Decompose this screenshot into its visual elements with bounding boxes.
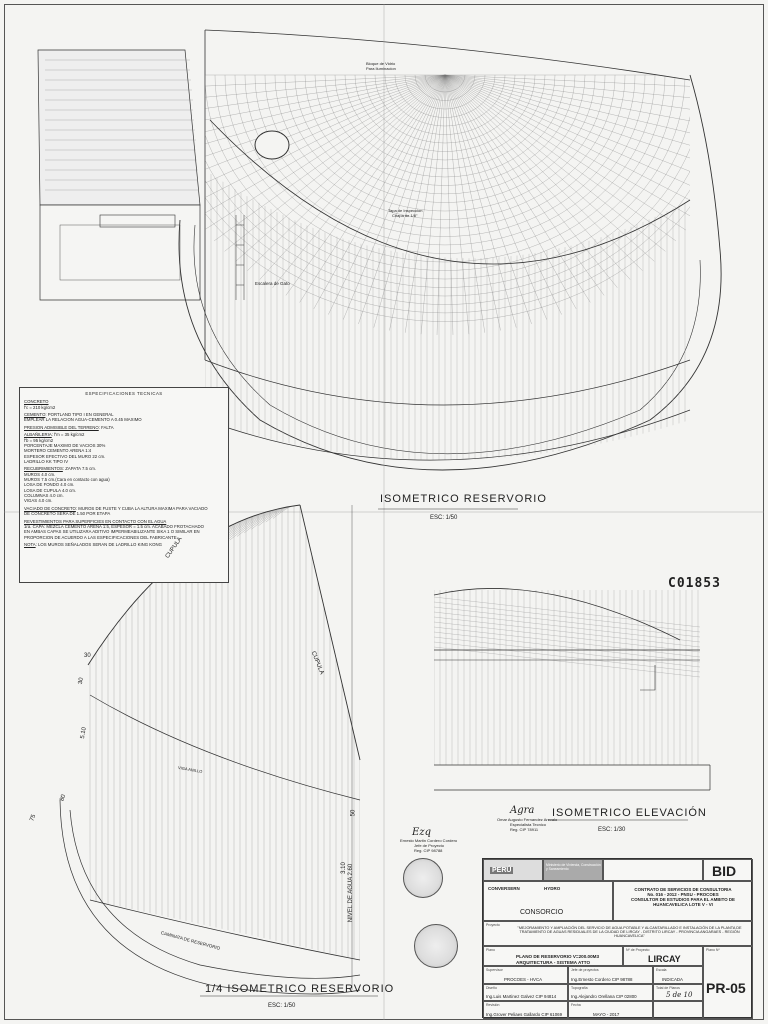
spec-value: VIGAS 4.0 cm.	[24, 498, 53, 504]
seal-stamp-2	[414, 924, 458, 968]
logo-partners	[603, 859, 703, 881]
scale-quarter-reservoir: ESC: 1/50	[268, 1003, 296, 1009]
label-inspection-lid-2: Chapa de 1/8"	[392, 213, 418, 218]
scale-elevation: ESC: 1/30	[598, 827, 626, 833]
supervisor-box: Supervisor PROCOES - HVCA	[483, 966, 568, 984]
revision-box: Revisión Ing.Grover Peliaes Gallardo CIP 61069	[483, 1001, 568, 1019]
plan-box: Plano PLANO DE RESERVORIO V=200.00M3 ARQUITECTURA - SISTEMA ATTO	[483, 946, 623, 966]
logo-bid: BID	[703, 859, 753, 881]
spec-value: 1ra. CAPA: MEZCLA CEMENTO ARENA 1:5, ESPESOR = 1.5 cm. ACABADO FROTACHADO	[24, 523, 204, 529]
dim-30: 30	[84, 653, 91, 659]
signature-1-reg: Reg. CIP 98788	[414, 848, 443, 853]
signature-2-name: Omar Augusto Fernandez Arevalo	[497, 817, 558, 822]
scale-isometric-reservoir: ESC: 1/50	[430, 515, 458, 521]
spec-value: ESPESOR EFECTIVO DEL MURO 22 cm.	[24, 453, 106, 459]
label-ladder: Escalera de Gato	[255, 281, 290, 286]
spec-line	[24, 511, 224, 516]
signature-1-role: Jefe de Proyecto	[414, 843, 445, 848]
dim-310: 3.10	[340, 862, 347, 874]
topography-box: Topografía Ing.Alejandro Orellana CIP 02800	[568, 984, 653, 1001]
spec-line	[24, 417, 224, 422]
location-box: Nº de Proyecto LIRCAY	[623, 946, 703, 966]
spec-line	[24, 459, 224, 464]
signature-2-reg: Reg. CIP 78911	[510, 827, 539, 832]
caption-quarter-reservoir: 1/4 ISOMETRICO RESERVORIO	[205, 983, 395, 995]
spec-value: : f'm = 35 kg/cm2	[51, 432, 85, 438]
title-block	[482, 858, 752, 1018]
signature-2: Agra	[510, 805, 535, 816]
elevation-drawing	[434, 585, 710, 790]
date-box: Fecha MAYO - 2017	[568, 1001, 653, 1019]
dim-80: 80	[59, 793, 68, 803]
project-head-box: Jefe de proyectos Ing.Ernesto Cordero CIP 98788	[568, 966, 653, 984]
isometric-reservoir-drawing	[145, 30, 745, 500]
spec-value: MUROS 4.0 cm.	[24, 471, 56, 477]
label-ring-walkway: CAMINATA DE RESERVORIO	[160, 930, 221, 951]
spec-line	[24, 542, 224, 547]
spec-value: MORTERO CEMENTO ARENA 1:4	[24, 448, 92, 454]
dim-75: 75	[29, 813, 38, 823]
specifications-lines	[24, 399, 224, 547]
dim-50: 50	[350, 809, 357, 817]
consortium-box: CONVERSERN HYDRO CONSORCIO	[483, 881, 613, 921]
spec-value: EMPLEAR LA RELACION AGUA-CEMENTO A 0.45 MAXIMO	[24, 417, 142, 423]
label-glass-block: Bloque de Vidrio	[366, 61, 396, 66]
label-ring-beam: VIGA ANILLO	[177, 764, 203, 775]
spec-key: REVESTIMIENTOS PARA SUPERFICIES EN CONTACTO CON EL AGUA	[24, 518, 167, 524]
logo-ministry: Ministerio de Vivienda, Construcción y Saneamiento	[543, 859, 603, 881]
spec-line	[24, 425, 224, 430]
label-water-level: NIVEL DE AGUA 2.60	[348, 863, 355, 923]
spec-value: f'b = 95 kg/cm2	[24, 437, 54, 443]
spec-key: RECUBRIMIENTOS	[24, 466, 63, 472]
signature-1: Ezq	[412, 827, 431, 838]
contract-box: CONTRATO DE SERVICIOS DE CONSULTORIA No. 016 - 2012 - PNSU - PROCOES CONSULTOR DE ESTUDIOS PARA EL AMBITO DE HUANCAVELICA LOTE V - VI	[613, 881, 753, 921]
spec-value: : PORTLAND TIPO I EN GENERAL	[45, 412, 114, 418]
label-cupula-right: CUPULA	[309, 650, 325, 676]
spec-value: f'c = 210 kg/cm2	[24, 404, 56, 410]
spec-value: EN AMBAS CAPAS SE UTILIZARA ADITIVO IMPERMEABILIZANTE SIKA 1 O SIMILAR EN	[24, 529, 200, 535]
spec-key: ALBAÑILERIA	[24, 432, 52, 438]
spec-key: NOTA	[24, 541, 36, 547]
design-box: Diseño Ing.Luis Martinez Galvez CIP 94814	[483, 984, 568, 1001]
sheet-number: PR-05	[706, 980, 746, 996]
signature-2-role: Especialista Tecnico	[510, 822, 546, 827]
caption-elevation: ISOMETRICO ELEVACIÓN	[552, 807, 707, 819]
drawing-number-stamp: C01853	[668, 576, 721, 591]
spec-value: : ZAPATA 7.5 cm.	[62, 466, 97, 472]
blank-box	[653, 1001, 703, 1019]
spec-value: : MUROS DE FUSTE Y CUBA LA ALTURA MAXIMA PARA VACIADO	[75, 505, 208, 511]
spec-line	[24, 498, 224, 503]
seal-stamp-1	[403, 858, 443, 898]
valve-house-drawing	[38, 50, 200, 300]
spec-key: VACIADO DE CONCRETO	[24, 505, 76, 511]
spec-value: LADRILLO KK TIPO IV	[24, 458, 69, 464]
label-glass-block-2: Para Iluminacion	[366, 66, 396, 71]
specifications-title: ESPECIFICACIONES TECNICAS	[85, 391, 163, 396]
spec-value: MUROS 7.5 cm.(Cara en contacto con agua)	[24, 477, 110, 483]
consortium-label: CONSORCIO	[520, 909, 564, 916]
spec-value: DE CONCRETO SERA DE 1.50 POR ETAPA	[24, 511, 111, 517]
spec-line	[24, 405, 224, 410]
spec-value: COLUMNAS 4.0 cm.	[24, 493, 64, 499]
spec-value: : FALTA	[98, 424, 114, 430]
project-box: Proyecto "MEJORAMIENTO Y AMPLIACIÓN DEL SERVICIO DE AGUA POTABLE Y ALCANTARILLADO E INSTALACIÓN DE LA PLANTA DE TRATAMIENTO DE AGUAS RESIDUALES DE LA CIUDAD DE LIRCAY - DISTRITO LIRCAY - PROVINCIA ANGARAES - REGIÓN HUANCAVELICA"	[483, 921, 753, 946]
sheets-total-box: Total de Planos 5 de 10	[653, 984, 703, 1001]
caption-isometric-reservoir: ISOMETRICO RESERVORIO	[380, 493, 547, 505]
label-cupula-left: CUPULA	[164, 536, 184, 560]
spec-value: PROPORCION DE ACUERDO A LAS ESPECIFICACIONES DEL FABRICANTE	[24, 534, 177, 540]
label-inspection-lid: Tapa de Inspeccion	[388, 208, 423, 213]
spec-value: PORCENTAJE MAXIMO DE VACIOS 30%	[24, 442, 106, 448]
dim-30-b: 30	[77, 677, 85, 685]
technical-specifications-box	[19, 387, 229, 583]
scale-box: Escala INDICADA	[653, 966, 703, 984]
spec-key: CONCRETO	[24, 399, 49, 405]
spec-value: LOSA DE FONDO 4.0 cm.	[24, 482, 75, 488]
spec-value: : LOS MUROS SEÑALADOS SERAN DE LADRILLO KING KONG	[35, 541, 162, 547]
signature-1-name: Ernesto Martin Cordero Cordero	[400, 838, 458, 843]
spec-value: LOSA DE CUPULA 4.0 cm.	[24, 487, 77, 493]
sheet-number-box: Plano Nº PR-05	[703, 946, 753, 1019]
project-description: "MEJORAMIENTO Y AMPLIACIÓN DEL SERVICIO DE AGUA POTABLE Y ALCANTARILLADO E INSTALACIÓN DE LA PLANTA DE TRATAMIENTO DE AGUAS RESIDUALES DE LA CIUDAD DE LIRCAY - DISTRITO LIRCAY - PROVINCIA ANGARAES - REGIÓN HUANCAVELICA"	[517, 926, 742, 938]
logo-peru: PERÚ	[483, 859, 543, 881]
dim-510: 5.10	[79, 726, 88, 740]
spec-key: PRESION ADMISIBLE DEL TERRENO	[24, 424, 99, 430]
spec-line	[24, 535, 224, 540]
spec-key: CEMENTO	[24, 412, 46, 418]
